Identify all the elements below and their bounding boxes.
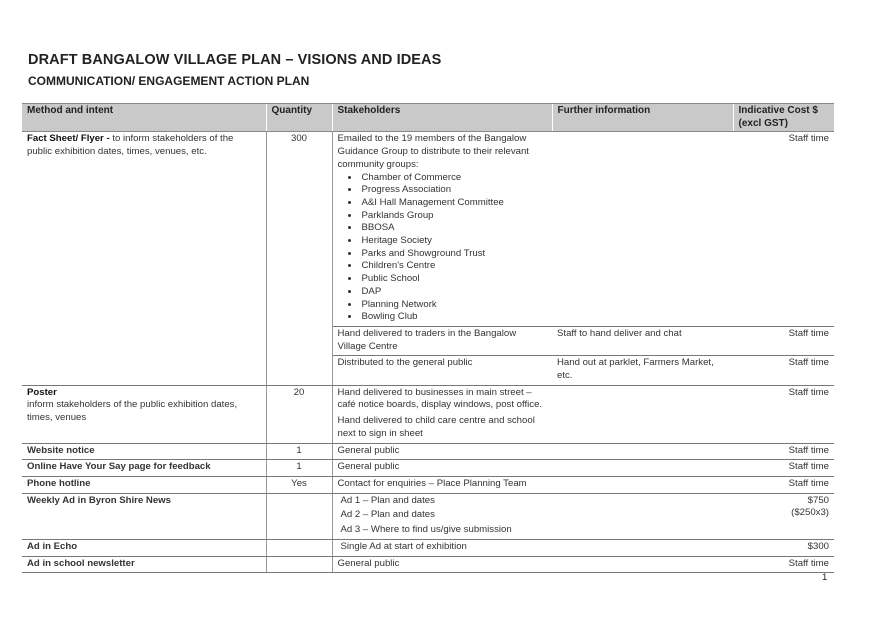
header-further-information: Further information	[552, 104, 733, 132]
weekly-ad-further	[552, 493, 733, 539]
list-item: • A&I Hall Management Committee	[360, 197, 548, 210]
weekly-ad-1: Ad 1 – Plan and dates	[340, 494, 435, 506]
fact-sheet-stakeholders-email	[332, 132, 552, 327]
phone-method: Phone hotline	[22, 476, 266, 493]
poster-further	[552, 385, 733, 443]
fact-sheet-intent: to inform stakeholders of the public exhibition dates, times, venues, etc.	[27, 133, 234, 158]
phone-stakeholders: Contact for enquiries – Place Planning Team	[332, 476, 552, 493]
document-subtitle: COMMUNICATION/ ENGAGEMENT ACTION PLAN	[28, 74, 310, 88]
poster-stakeholders-school: Hand delivered to child care centre and school next to sign in sheet	[337, 415, 535, 439]
list-item: • Children's Centre	[360, 260, 548, 273]
header-method: Method and intent	[22, 104, 266, 132]
list-item: • BBOSA	[360, 222, 548, 235]
fact-sheet-stakeholders-public: Distributed to the general public	[332, 356, 552, 385]
phone-cost: Staff time	[733, 476, 834, 493]
poster-quantity: 20	[266, 385, 332, 443]
list-item: • Parklands Group	[360, 210, 548, 223]
action-plan-table	[22, 103, 834, 573]
school-newsletter-stakeholders: General public	[332, 556, 552, 573]
table-row	[22, 539, 834, 556]
have-your-say-stakeholders: General public	[332, 460, 552, 477]
header-cost-line2: (excl GST)	[738, 117, 788, 129]
weekly-ad-method: Weekly Ad in Byron Shire News	[22, 493, 266, 539]
fact-sheet-method	[22, 132, 266, 385]
list-item: • DAP	[360, 286, 548, 299]
phone-further	[552, 476, 733, 493]
echo-method: Ad in Echo	[22, 539, 266, 556]
list-item: • Public School	[360, 273, 548, 286]
stakeholders-text: Emailed to the 19 members of the Bangalow Guidance Group to distribute to their relevant community groups:	[337, 133, 529, 170]
have-your-say-method: Online Have Your Say page for feedback	[22, 460, 266, 477]
table-row	[22, 132, 834, 327]
table-row	[22, 476, 834, 493]
list-item: • Progress Association	[360, 184, 548, 197]
school-newsletter-cost: Staff time	[733, 556, 834, 573]
weekly-ad-cost	[733, 493, 834, 539]
fact-sheet-cost-public: Staff time	[733, 356, 834, 385]
list-item: • Chamber of Commerce	[360, 172, 548, 185]
fact-sheet-title: Fact Sheet/ Flyer -	[27, 133, 110, 145]
website-method: Website notice	[22, 443, 266, 460]
have-your-say-further	[552, 460, 733, 477]
list-item: • Heritage Society	[360, 235, 548, 248]
community-groups-list	[338, 172, 548, 324]
weekly-ad-cost-breakdown: ($250x3)	[791, 507, 829, 519]
school-newsletter-method: Ad in school newsletter	[22, 556, 266, 573]
website-cost: Staff time	[733, 443, 834, 460]
header-quantity: Quantity	[266, 104, 332, 132]
poster-title: Poster	[27, 386, 57, 398]
weekly-ad-3: Ad 3 – Where to find us/give submission	[340, 524, 512, 536]
poster-method	[22, 385, 266, 443]
echo-further	[552, 539, 733, 556]
table-row	[22, 443, 834, 460]
poster-stakeholders-businesses: Hand delivered to businesses in main street – café notice boards, display windows, post office.	[337, 386, 543, 411]
poster-stakeholders	[332, 385, 552, 443]
table-row	[22, 556, 834, 573]
list-item: • Bowling Club	[360, 311, 548, 324]
website-further	[552, 443, 733, 460]
table-row	[22, 385, 834, 443]
fact-sheet-further-traders: Staff to hand deliver and chat	[552, 326, 733, 355]
header-stakeholders: Stakeholders	[332, 104, 552, 132]
have-your-say-cost: Staff time	[733, 460, 834, 477]
weekly-ad-cost-total: $750	[807, 494, 829, 506]
fact-sheet-further-email	[552, 132, 733, 327]
website-quantity: 1	[266, 443, 332, 460]
fact-sheet-further-public: Hand out at parklet, Farmers Market, etc.	[552, 356, 733, 385]
document-title: DRAFT BANGALOW VILLAGE PLAN – VISIONS AND IDEAS	[28, 52, 442, 68]
fact-sheet-stakeholders-traders: Hand delivered to traders in the Bangalow Village Centre	[332, 326, 552, 355]
poster-cost: Staff time	[733, 385, 834, 443]
fact-sheet-cost-traders: Staff time	[733, 326, 834, 355]
weekly-ad-quantity	[266, 493, 332, 539]
fact-sheet-cost-email: Staff time	[733, 132, 834, 327]
website-stakeholders: General public	[332, 443, 552, 460]
header-indicative-cost	[733, 104, 834, 132]
page-number: 1	[822, 572, 828, 583]
list-item: • Planning Network	[360, 299, 548, 312]
echo-cost: $300	[733, 539, 834, 556]
header-cost-line1: Indicative Cost $	[738, 105, 818, 116]
school-newsletter-quantity	[266, 556, 332, 573]
table-row	[22, 460, 834, 477]
have-your-say-quantity: 1	[266, 460, 332, 477]
weekly-ad-2: Ad 2 – Plan and dates	[340, 509, 435, 521]
echo-stakeholders: Single Ad at start of exhibition	[332, 539, 552, 556]
phone-quantity: Yes	[266, 476, 332, 493]
poster-intent: inform stakeholders of the public exhibition dates, times, venues	[27, 399, 238, 424]
table-row	[22, 493, 834, 539]
list-item: • Parks and Showground Trust	[360, 248, 548, 261]
weekly-ad-stakeholders	[332, 493, 552, 539]
table-header-row	[22, 104, 834, 132]
school-newsletter-further	[552, 556, 733, 573]
echo-quantity	[266, 539, 332, 556]
fact-sheet-quantity: 300	[266, 132, 332, 385]
